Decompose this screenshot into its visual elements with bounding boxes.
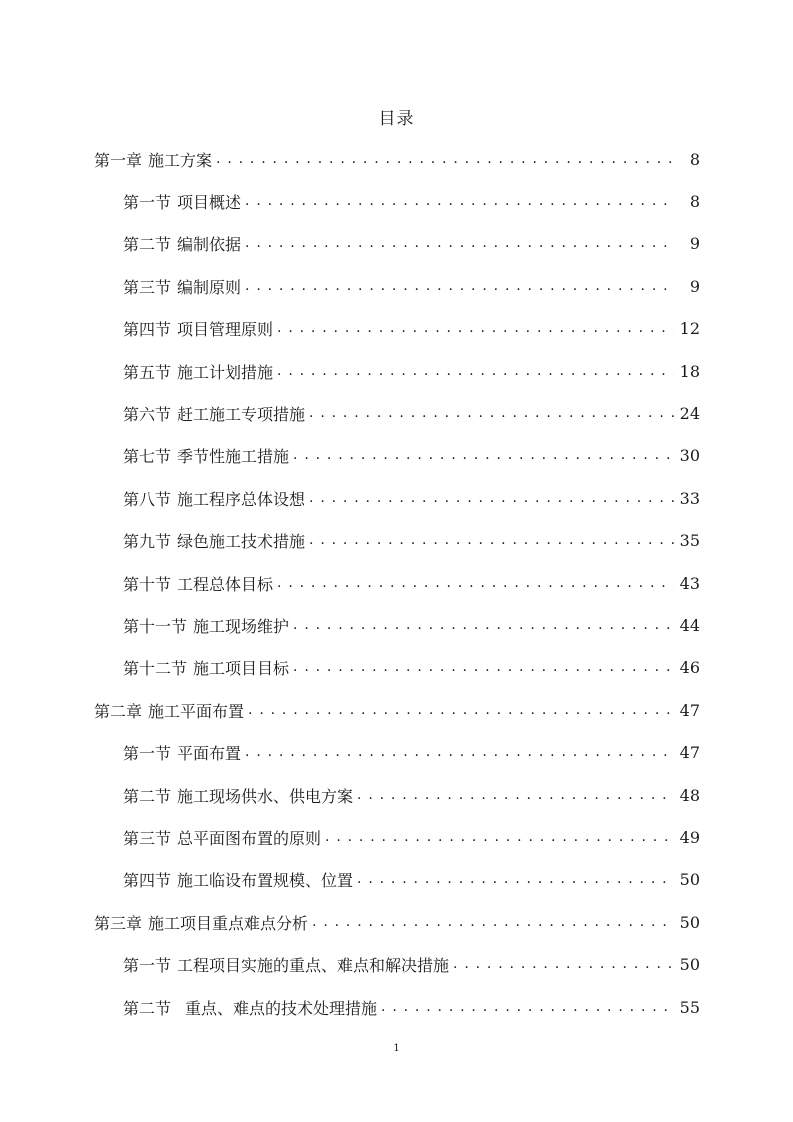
dot-leader [293,613,674,637]
toc-entry-section[interactable] [123,571,700,595]
entry-number: 第三节 [123,828,172,848]
toc-entry-section[interactable] [123,825,700,849]
toc-entry-section[interactable] [123,783,700,807]
dot-leader [357,867,674,891]
entry-page: 18 [679,361,700,381]
dot-leader [277,571,674,595]
entry-page: 12 [679,318,700,338]
entry-number: 第二节 [123,786,172,806]
page-number: 1 [393,1043,400,1054]
entry-page: 43 [679,573,700,593]
entry-number: 第九节 [123,531,172,551]
toc-entry-section[interactable] [123,995,700,1019]
toc-entry-chapter-2[interactable] [94,698,700,722]
entry-page: 50 [679,912,700,932]
toc-entry-section[interactable] [123,740,700,764]
dot-leader [309,528,674,552]
entry-page: 33 [679,488,700,508]
entry-number: 第十二节 [123,658,188,678]
toc-entry-section[interactable] [123,359,700,383]
entry-number: 第十节 [123,574,172,594]
entry-number: 第三章 [94,913,143,933]
toc-entry-section[interactable] [123,613,700,637]
entry-page: 50 [679,954,700,974]
toc-entry-section[interactable] [123,274,700,298]
entry-text: 施工平面布置 [148,701,245,721]
toc-entry-chapter-3[interactable] [94,910,700,934]
entry-text: 项目概述 [177,192,242,212]
dot-leader [309,486,674,510]
entry-text: 施工计划措施 [177,362,274,382]
entry-number: 第五节 [123,362,172,382]
dot-leader [312,910,674,934]
entry-text: 季节性施工措施 [177,446,290,466]
entry-text: 赶工施工专项措施 [177,404,306,424]
entry-page: 30 [679,445,700,465]
entry-text: 施工现场维护 [193,616,290,636]
entry-page: 8 [689,191,700,211]
entry-number: 第一章 [94,150,143,170]
toc-entry-section[interactable] [123,528,700,552]
dot-leader [293,655,674,679]
entry-number: 第二节 [123,998,172,1018]
dot-leader [357,783,674,807]
dot-leader [216,147,674,171]
dot-leader [453,952,674,976]
entry-number: 第二节 [123,234,172,254]
toc-entry-section[interactable] [123,867,700,891]
entry-page: 48 [679,785,700,805]
dot-leader [381,995,674,1019]
toc-entry-section[interactable] [123,486,700,510]
entry-text: 项目管理原则 [177,319,274,339]
entry-page: 47 [679,742,700,762]
dot-leader [325,825,674,849]
entry-page: 8 [689,149,700,169]
entry-text: 编制依据 [177,234,242,254]
entry-number: 第四节 [123,870,172,890]
entry-page: 44 [679,615,700,635]
entry-page: 46 [679,657,700,677]
entry-number: 第一节 [123,743,172,763]
entry-page: 49 [679,827,700,847]
toc-entry-section[interactable] [123,655,700,679]
entry-page: 9 [689,276,700,296]
entry-page: 9 [689,233,700,253]
entry-text: 施工临设布置规模、位置 [177,870,354,890]
dot-leader [245,274,674,298]
entry-text: 绿色施工技术措施 [177,531,306,551]
entry-number: 第二章 [94,701,143,721]
entry-text: 施工程序总体设想 [177,489,306,509]
entry-number: 第一节 [123,192,172,212]
entry-number: 第一节 [123,955,172,975]
entry-number: 第十一节 [123,616,188,636]
entry-page: 47 [679,700,700,720]
entry-number: 第六节 [123,404,172,424]
dot-leader [309,401,674,425]
entry-page: 35 [679,530,700,550]
entry-text: 平面布置 [177,743,242,763]
entry-page: 55 [679,997,700,1017]
dot-leader [277,359,674,383]
entry-text: 施工现场供水、供电方案 [177,786,354,806]
dot-leader [245,231,674,255]
entry-number: 第七节 [123,446,172,466]
entry-text: 施工方案 [148,150,213,170]
entry-number: 第四节 [123,319,172,339]
entry-number: 第三节 [123,277,172,297]
entry-text: 编制原则 [177,277,242,297]
dot-leader [248,698,674,722]
entry-text: 总平面图布置的原则 [177,828,322,848]
toc-entry-section[interactable] [123,401,700,425]
toc-entry-section[interactable] [123,316,700,340]
dot-leader [293,443,674,467]
toc-entry-section[interactable] [123,231,700,255]
entry-text: 工程总体目标 [177,574,274,594]
toc-entry-section[interactable] [123,189,700,213]
dot-leader [245,189,674,213]
dot-leader [245,740,674,764]
entry-number: 第八节 [123,489,172,509]
toc-entry-section[interactable] [123,443,700,467]
toc-title: 目录 [378,109,415,129]
entry-text: 工程项目实施的重点、难点和解决措施 [177,955,450,975]
dot-leader [277,316,674,340]
toc-entry-chapter-1[interactable] [94,147,700,171]
entry-text: 施工项目目标 [193,658,290,678]
entry-page: 24 [679,403,700,423]
entry-text: 重点、难点的技术处理措施 [185,998,378,1018]
entry-page: 50 [679,869,700,889]
toc-entry-section[interactable] [123,952,700,976]
entry-text: 施工项目重点难点分析 [148,913,309,933]
